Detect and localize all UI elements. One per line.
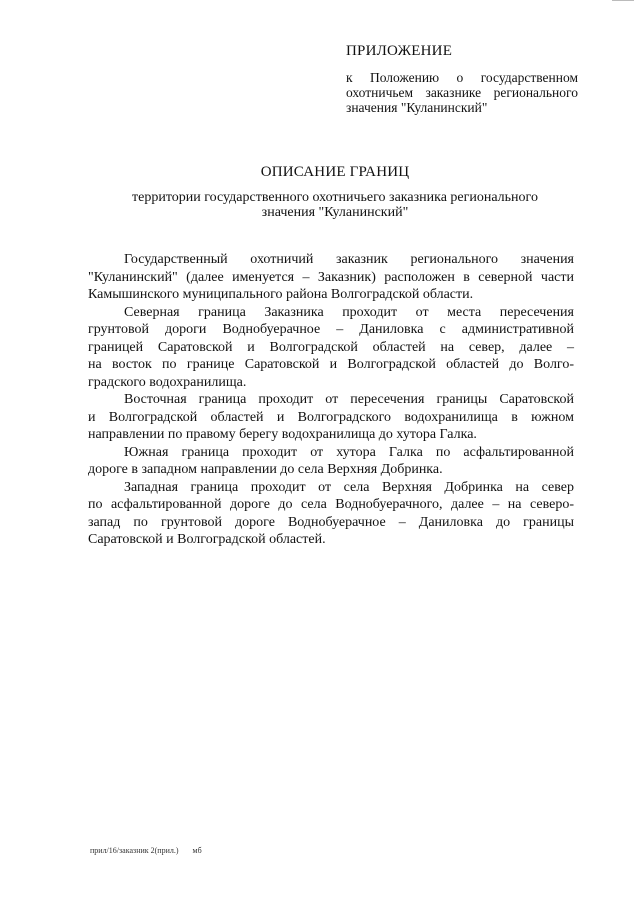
text-line: запад по грунтовой дороге Воднобуерачное – Даниловка до границы (88, 514, 574, 530)
document-title: ОПИСАНИЕ ГРАНИЦ (260, 164, 410, 180)
appendix-title: ПРИЛОЖЕНИЕ (346, 43, 453, 59)
text-line: дороге в западном направлении до села Верхняя Добринка. (88, 462, 443, 477)
text-line: Северная граница Заказника проходит от места пересечения (124, 304, 574, 320)
scan-edge-mark (612, 0, 634, 1)
document-subtitle (0, 190, 640, 220)
text-line: границей Саратовской и Волгоградской областей на север, далее – (88, 339, 574, 355)
text-line: градского водохранилища. (88, 374, 247, 390)
document-body (88, 251, 574, 549)
paragraph-north-border (88, 304, 574, 392)
text-line: Государственный охотничий заказник регионального значения (124, 252, 574, 267)
text-line: Камышинского муниципального района Волгоградской области. (88, 287, 474, 302)
paragraph-south-border (88, 444, 574, 479)
text-line: Западная граница проходит от села Верхняя Добринка на север (124, 479, 574, 495)
subtitle-line: значения "Куланинский" (261, 205, 409, 220)
paragraph-east-border (88, 391, 574, 444)
text-line: Южная граница проходит от хутора Галка по асфальтированной (124, 444, 574, 460)
paragraph-general (88, 251, 574, 304)
appendix-line: к Положению о государственном (346, 70, 578, 85)
paragraph-west-border (88, 479, 574, 549)
text-line: направлении по правому берегу водохранилища до хутора Галка. (88, 427, 477, 442)
text-line: грунтовой дороги Воднобуерачное – Даниловка с административной (88, 322, 574, 337)
text-line: и Волгоградской областей и Волгоградского водохранилища в южном (88, 409, 574, 425)
text-line: Саратовской и Волгоградской областей. (88, 532, 326, 547)
appendix-block (346, 42, 578, 115)
appendix-line: значения "Куланинский" (346, 100, 488, 115)
appendix-line: охотничьем заказнике регионального (346, 85, 578, 100)
text-line: "Куланинский" (далее именуется – Заказник) расположен в северной части (88, 269, 574, 285)
subtitle-line: территории государственного охотничьего заказника регионального (132, 190, 538, 205)
text-line: Восточная граница проходит от пересечения границы Саратовской (124, 392, 574, 407)
footer-reference (90, 846, 216, 856)
text-line: по асфальтированной дороге до села Воднобуерачного, далее – на северо- (88, 497, 574, 512)
footer-initials: мб (192, 846, 202, 855)
footer-file-ref: прил/16/заказник 2(прил.) (90, 846, 179, 855)
text-line: на восток по границе Саратовской и Волгоградской областей до Волго- (88, 357, 574, 372)
